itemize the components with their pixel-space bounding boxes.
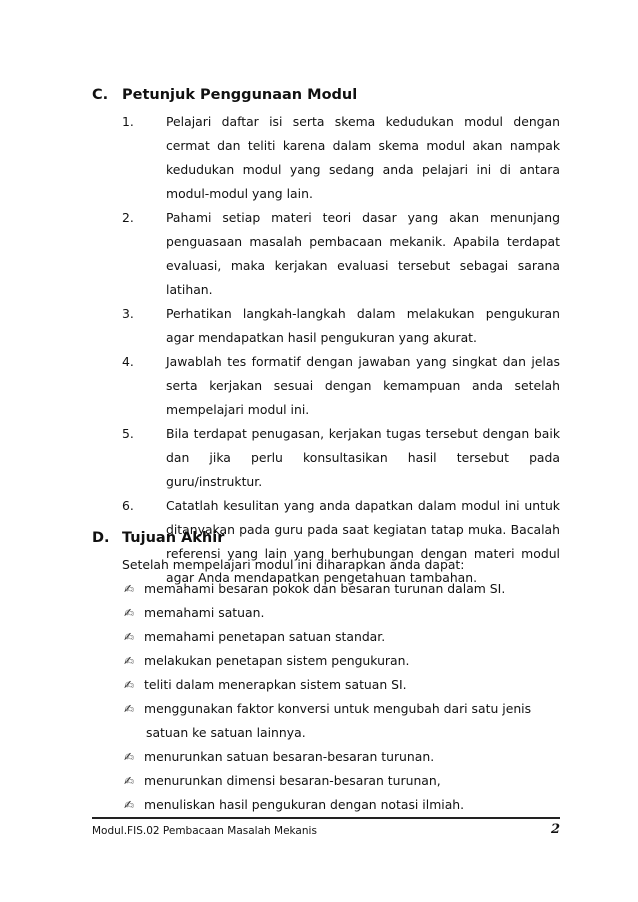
objective-item — [122, 649, 562, 673]
writing-hand-icon: ✍︎ — [124, 774, 135, 788]
item-text: Catatlah kesulitan yang anda dapatkan dalam modul ini untuk ditanyakan pada guru pada saat kegiatan tatap muka. Bacalah referensi yang lain yang berhubungan dengan materi modul agar Anda mendapatkan pengetahuan tambahan. — [166, 498, 560, 585]
item-text: Pahami setiap materi teori dasar yang akan menunjang penguasaan masalah pembacaan mekanik. Apabila terdapat evaluasi, maka kerjakan evaluasi tersebut sebagai sarana latihan. — [166, 210, 560, 297]
footer-divider — [92, 817, 560, 819]
instruction-item — [122, 302, 560, 350]
section-d-heading — [92, 530, 224, 546]
objective-item — [122, 625, 562, 649]
section-d-letter: D. — [92, 530, 110, 546]
item-number: 6. — [122, 498, 134, 513]
objective-text: menurunkan satuan besaran-besaran turunan. — [144, 749, 435, 764]
writing-hand-icon: ✍︎ — [124, 606, 135, 620]
writing-hand-icon: ✍︎ — [124, 678, 135, 692]
objective-text: melakukan penetapan sistem pengukuran. — [144, 653, 410, 668]
item-number: 5. — [122, 426, 134, 441]
instruction-item — [122, 206, 560, 302]
objectives-list — [122, 577, 562, 817]
objective-item — [122, 769, 562, 793]
objective-text: menuliskan hasil pengukuran dengan notasi ilmiah. — [144, 797, 465, 812]
instruction-item — [122, 350, 560, 422]
page-number: 2 — [550, 822, 560, 837]
item-number: 3. — [122, 306, 134, 321]
objective-text-continued: satuan ke satuan lainnya. — [146, 725, 306, 740]
objective-text: memahami penetapan satuan standar. — [144, 629, 386, 644]
item-text: Bila terdapat penugasan, kerjakan tugas tersebut dengan baik dan jika perlu konsultasikan hasil tersebut pada guru/instruktur. — [166, 426, 560, 489]
objective-item — [122, 673, 562, 697]
section-c-title: Petunjuk Penggunaan Modul — [122, 87, 358, 103]
section-c-heading — [92, 87, 357, 103]
writing-hand-icon: ✍︎ — [124, 750, 135, 764]
item-number: 1. — [122, 114, 134, 129]
objective-item — [122, 697, 562, 745]
objective-text: teliti dalam menerapkan sistem satuan SI. — [144, 677, 407, 692]
writing-hand-icon: ✍︎ — [124, 582, 135, 596]
instruction-item — [122, 110, 560, 206]
objective-item — [122, 793, 562, 817]
item-number: 2. — [122, 210, 134, 225]
objective-text: menurunkan dimensi besaran-besaran turunan, — [144, 773, 441, 788]
writing-hand-icon: ✍︎ — [124, 654, 135, 668]
item-text: Pelajari daftar isi serta skema kedudukan modul dengan cermat dan teliti karena dalam skema modul akan nampak kedudukan modul yang sedang anda pelajari ini di antara modul-modul yang lain. — [166, 114, 560, 201]
objectives-intro: Setelah mempelajari modul ini diharapkan anda dapat: — [122, 557, 465, 572]
usage-instructions-list — [122, 110, 560, 590]
objective-item — [122, 577, 562, 601]
objective-text: menggunakan faktor konversi untuk mengubah dari satu jenis — [144, 701, 532, 716]
writing-hand-icon: ✍︎ — [124, 630, 135, 644]
section-c-letter: C. — [92, 87, 109, 103]
objective-item — [122, 601, 562, 625]
objective-text: memahami besaran pokok dan besaran turunan dalam SI. — [144, 581, 506, 596]
item-text: Jawablah tes formatif dengan jawaban yang singkat dan jelas serta kerjakan sesuai dengan kemampuan anda setelah mempelajari modul ini. — [166, 354, 560, 417]
objective-item — [122, 745, 562, 769]
writing-hand-icon: ✍︎ — [124, 702, 135, 716]
writing-hand-icon: ✍︎ — [124, 798, 135, 812]
instruction-item — [122, 422, 560, 494]
item-text: Perhatikan langkah-langkah dalam melakukan pengukuran agar mendapatkan hasil pengukuran yang akurat. — [166, 306, 560, 345]
section-d-title: Tujuan Akhir — [122, 530, 225, 546]
footer-module-title: Modul.FIS.02 Pembacaan Masalah Mekanis — [92, 825, 317, 837]
objective-text: memahami satuan. — [144, 605, 265, 620]
item-number: 4. — [122, 354, 134, 369]
